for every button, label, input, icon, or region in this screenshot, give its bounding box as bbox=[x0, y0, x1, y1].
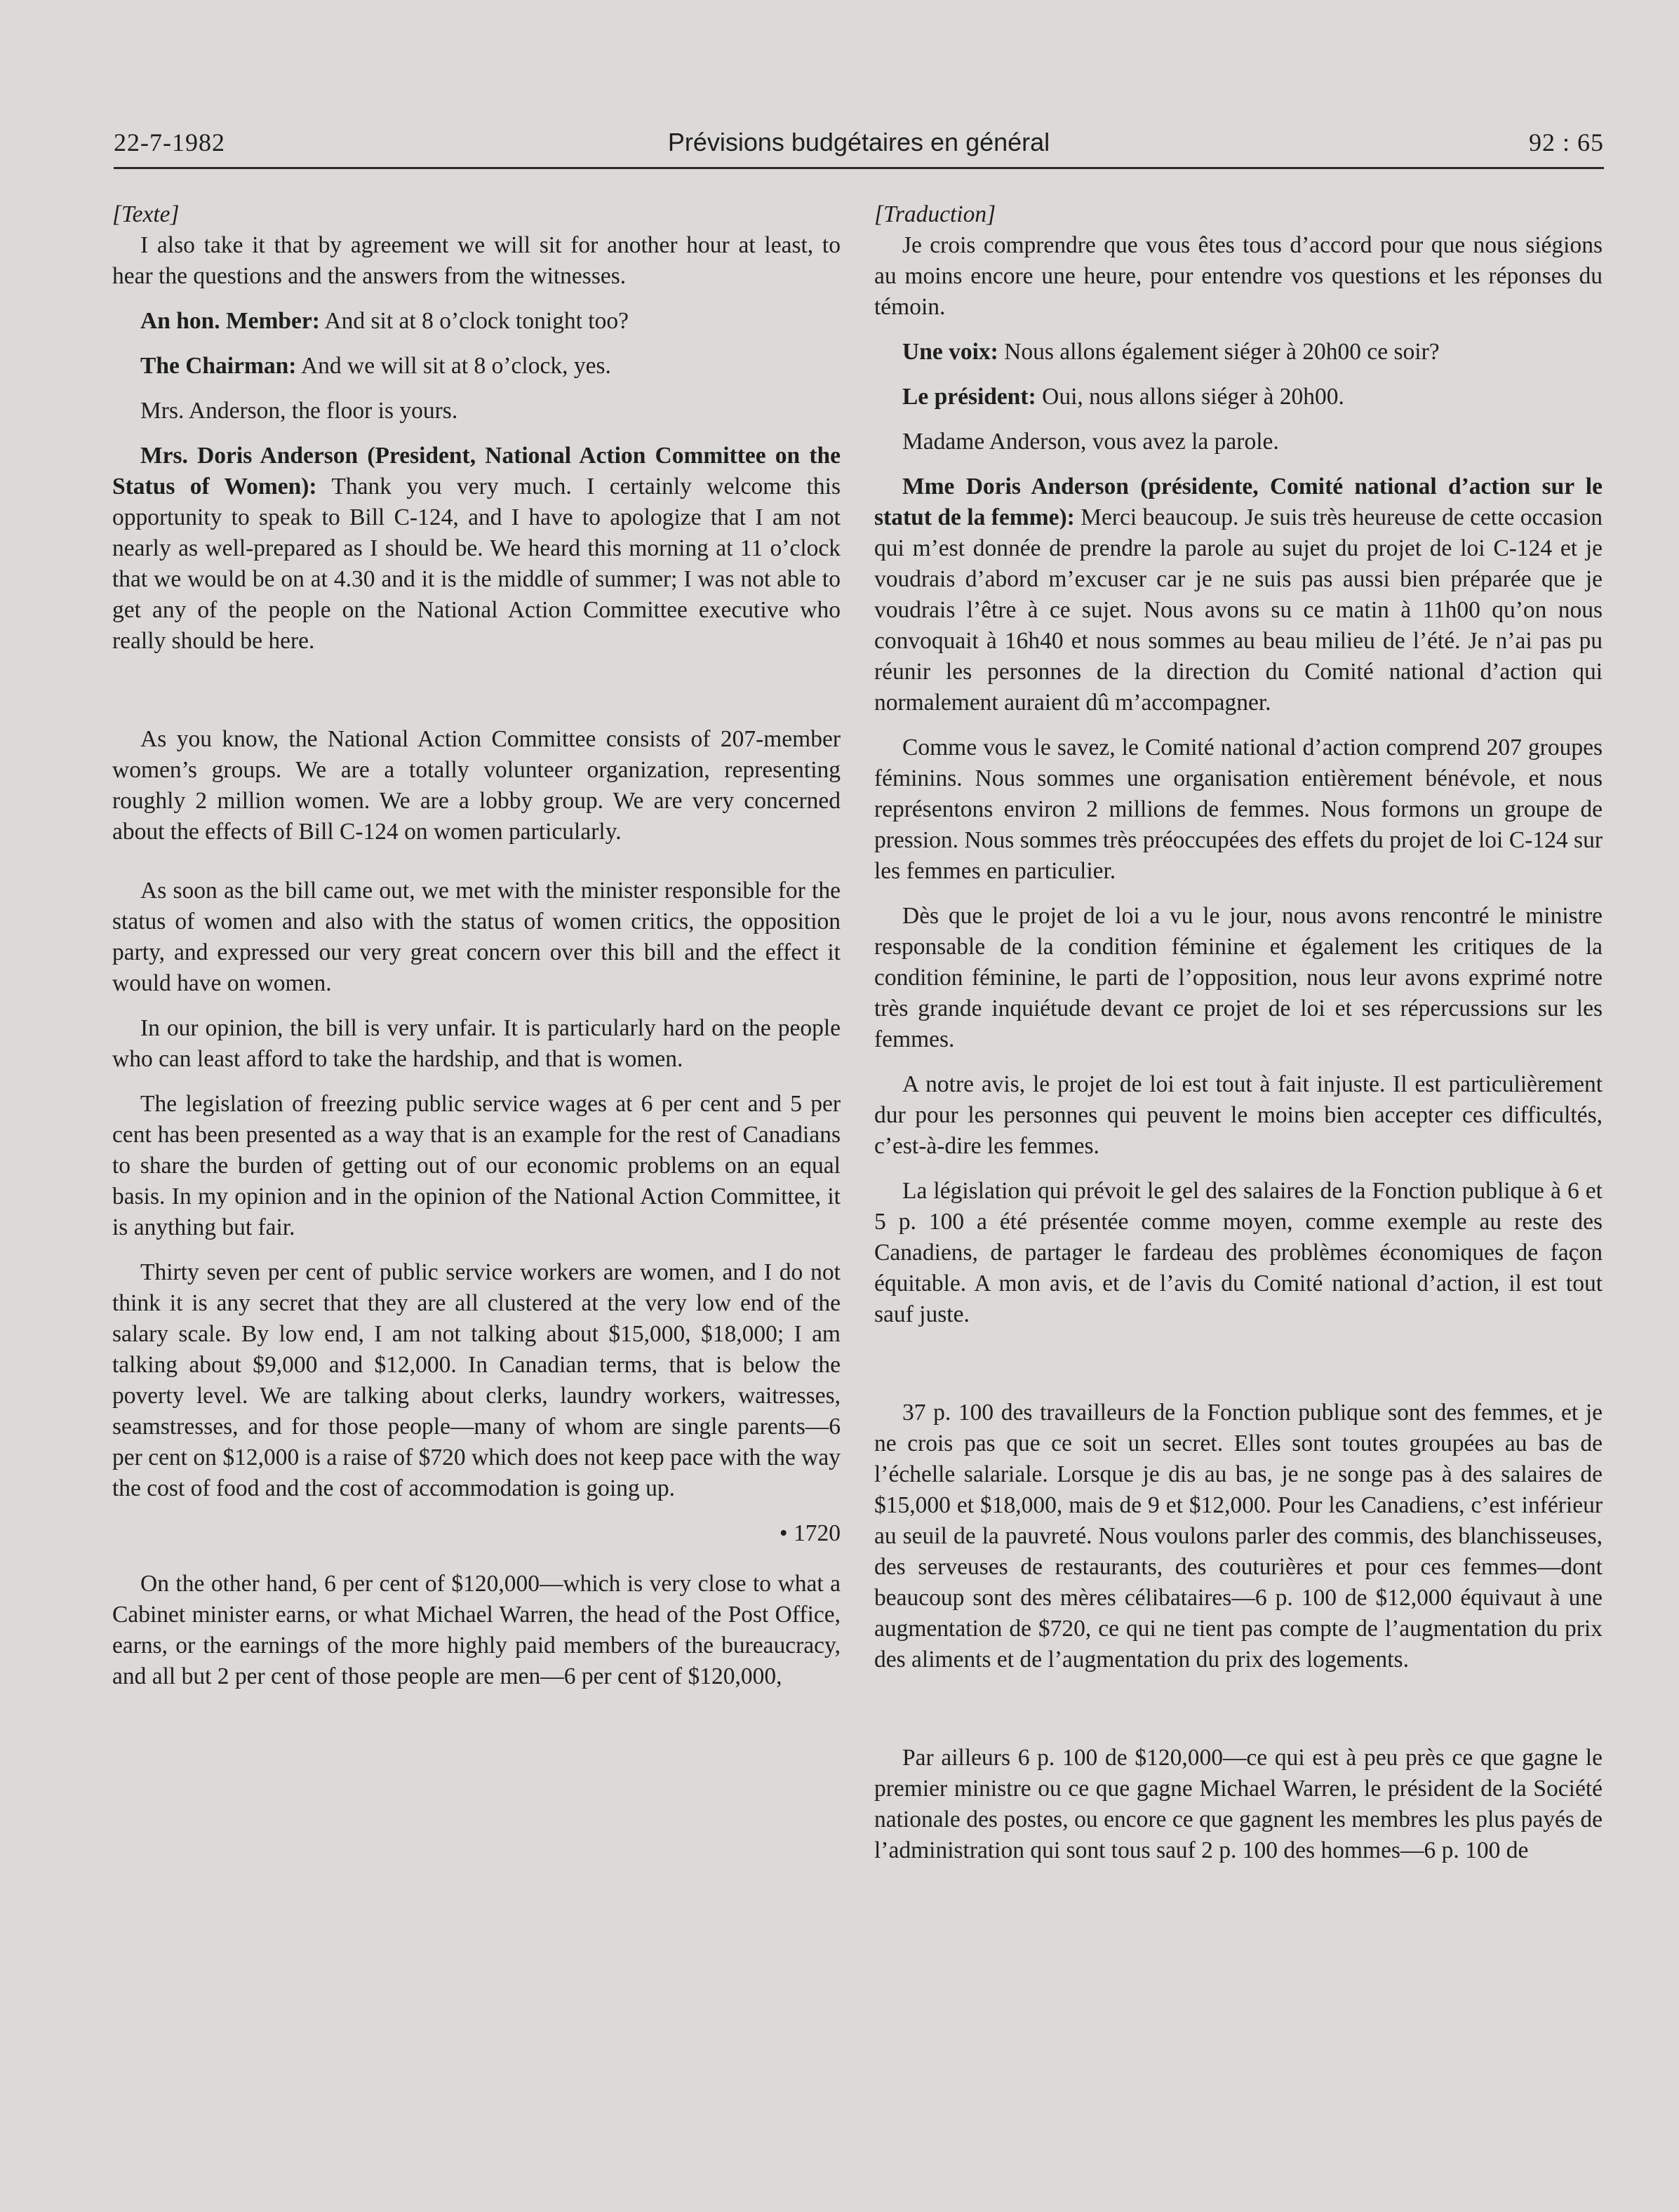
paragraph: La législation qui prévoit le gel des salaires de la Fonction publique à 6 et 5 p. 100 a été présentée comme moyen, comme exemple au reste des Canadiens, de partager le fardeau des problèmes économiques de façon équitable. A mon avis, et de l’avis du Comité national d’action, il est tout sauf juste. bbox=[874, 1178, 1603, 1327]
speech-paragraph bbox=[112, 351, 841, 382]
speech-text: Nous allons également siéger à 20h00 ce soir? bbox=[998, 339, 1440, 365]
speaker-name: Mrs. Doris Anderson (President, National Action Committee on the Status of Women): bbox=[112, 443, 841, 500]
time-marker: • 1720 bbox=[779, 1520, 841, 1546]
paragraph: On the other hand, 6 per cent of $120,000—which is very close to what a Cabinet minister earns, or what Michael Warren, the head of the Post Office, earns, or the earnings of the more highly paid members of the bureaucracy, and all but 2 per cent of those people are men—6 per cent of $120,000, bbox=[112, 1571, 841, 1689]
paragraph: Dès que le projet de loi a vu le jour, nous avons rencontré le ministre responsable de la condition féminine et également les critiques de la condition féminine, le parti de l’opposition, nous leur avons exprimé notre très grande inquiétude devant ce projet de loi et ses répercussions sur les femmes. bbox=[874, 903, 1603, 1052]
speaker-name: Le président: bbox=[902, 384, 1036, 410]
speaker-name: Une voix: bbox=[902, 339, 998, 365]
speech-paragraph bbox=[112, 306, 841, 337]
paragraph: As soon as the bill came out, we met with the minister responsible for the status of women and also with the status of women critics, the opposition party, and expressed our very great concern over this bill and the effect it would have on women. bbox=[112, 878, 841, 996]
english-column bbox=[112, 199, 841, 1706]
paragraph: Thirty seven per cent of public service workers are women, and I do not think it is any secret that they are all clustered at the very low end of the salary scale. By low end, I am not talking about $15,000, $18,000; I am talking about $9,000 and $12,000. In Canadian terms, that is below the poverty level. We are talking about clerks, laundry workers, waitresses, seamstresses, and for those people—many of whom are single parents—6 per cent on $12,000 is a raise of $720 which does not keep pace with the way the cost of food and the cost of accommodation is going up. bbox=[112, 1259, 841, 1501]
speech-text: Oui, nous allons siéger à 20h00. bbox=[1036, 384, 1344, 410]
speech-paragraph bbox=[112, 441, 841, 657]
paragraph: Mrs. Anderson, the floor is yours. bbox=[140, 398, 458, 424]
paragraph: Je crois comprendre que vous êtes tous d’accord pour que nous siégions au moins encore une heure, pour entendre vos questions et les réponses du témoin. bbox=[874, 232, 1603, 320]
speech-text: And sit at 8 o’clock tonight too? bbox=[319, 308, 629, 334]
paragraph: Madame Anderson, vous avez la parole. bbox=[902, 429, 1279, 455]
paragraph: I also take it that by agreement we will sit for another hour at least, to hear the questions and the answers from the witnesses. bbox=[112, 232, 841, 289]
paragraph: A notre avis, le projet de loi est tout à fait injuste. Il est particulièrement dur pour les personnes qui peuvent le moins bien accepter ces difficultés, c’est-à-dire les femmes. bbox=[874, 1071, 1603, 1159]
french-column bbox=[874, 199, 1603, 1880]
speech-paragraph bbox=[874, 382, 1603, 413]
paragraph: 37 p. 100 des travailleurs de la Fonction publique sont des femmes, et je ne crois pas que ce soit un secret. Elles sont toutes groupées au bas de l’échelle salariale. Lorsque je dis au bas, je ne songe pas à des salaires de $15,000 et $18,000, mais de 9 et $12,000. Pour les Canadiens, c’est inférieur au seuil de la pauvreté. Nous voulons parler des commis, des blanchisseuses, des serveuses de restaurants, des couturières et pour ces femmes—dont beaucoup sont des mères célibataires—6 p. 100 de $12,000 équivaut à une augmentation de $720, ce qui ne tient pas compte de l’augmentation du prix des aliments et de l’augmentation du prix des logements. bbox=[874, 1400, 1603, 1673]
header-title: Prévisions budgétaires en général bbox=[667, 128, 1050, 156]
paragraph: Comme vous le savez, le Comité national d’action comprend 207 groupes féminins. Nous sommes une organisation entièrement bénévole, et nous représentons environ 2 millions de femmes. Nous formons un groupe de pression. Nous sommes très préoccupées des effets du projet de loi C-124 sur les femmes en particulier. bbox=[874, 735, 1603, 884]
paragraph: The legislation of freezing public service wages at 6 per cent and 5 per cent has been presented as a way that is an example for the rest of Canadians to share the burden of getting out of our economic problems on an equal basis. In my opinion and in the opinion of the National Action Committee, it is anything but fair. bbox=[112, 1091, 841, 1240]
header-date: 22-7-1982 bbox=[114, 128, 225, 156]
speaker-name: The Chairman: bbox=[140, 353, 297, 379]
speaker-name: An hon. Member: bbox=[140, 308, 320, 334]
paragraph: As you know, the National Action Committee consists of 207-member women’s groups. We are a totally volunteer organization, representing roughly 2 million women. We are a lobby group. We are very concerned about the effects of Bill C-124 on women particularly. bbox=[112, 726, 841, 845]
page-header bbox=[114, 125, 1604, 169]
paragraph: In our opinion, the bill is very unfair. It is particularly hard on the people who can least afford to take the hardship, and that is women. bbox=[112, 1015, 841, 1072]
speech-paragraph bbox=[874, 471, 1603, 718]
paragraph: Par ailleurs 6 p. 100 de $120,000—ce qui est à peu près ce que gagne le premier ministre ou ce que gagne Michael Warren, le président de la Société nationale des postes, ou encore ce que gagnent les membres les plus payés de l’administration qui sont tous sauf 2 p. 100 des hommes—6 p. 100 de bbox=[874, 1745, 1603, 1863]
speech-text: And we will sit at 8 o’clock, yes. bbox=[296, 353, 611, 379]
speech-text: Merci beaucoup. Je suis très heureuse de cette occasion qui m’est donnée de prendre la parole au sujet du projet de loi C-124 et je voudrais d’abord m’excuser car je ne suis pas aussi bien préparée que je voudrais l’être à ce sujet. Nous avons su ce matin à 11h00 qu’on nous convoquait à 16h40 et nous sommes au beau milieu de l’été. Je n’ai pas pu réunir les personnes de la direction du Comité national d’action qui normalement auraient dû m’accompagner. bbox=[874, 504, 1603, 716]
speech-paragraph bbox=[874, 337, 1603, 368]
section-tag: [Texte] bbox=[112, 201, 180, 227]
speaker-name: Mme Doris Anderson (présidente, Comité national d’action sur le statut de la femme): bbox=[874, 474, 1603, 530]
section-tag: [Traduction] bbox=[874, 201, 996, 227]
speech-text: Thank you very much. I certainly welcome this opportunity to speak to Bill C-124, and I have to apologize that I am not nearly as well-prepared as I should be. We heard this morning at 11 o’clock that we would be on at 4.30 and it is the middle of summer; I was not able to get any of the people on the National Action Committee executive who really should be here. bbox=[112, 474, 841, 654]
header-page-number: 92 : 65 bbox=[1528, 128, 1604, 156]
